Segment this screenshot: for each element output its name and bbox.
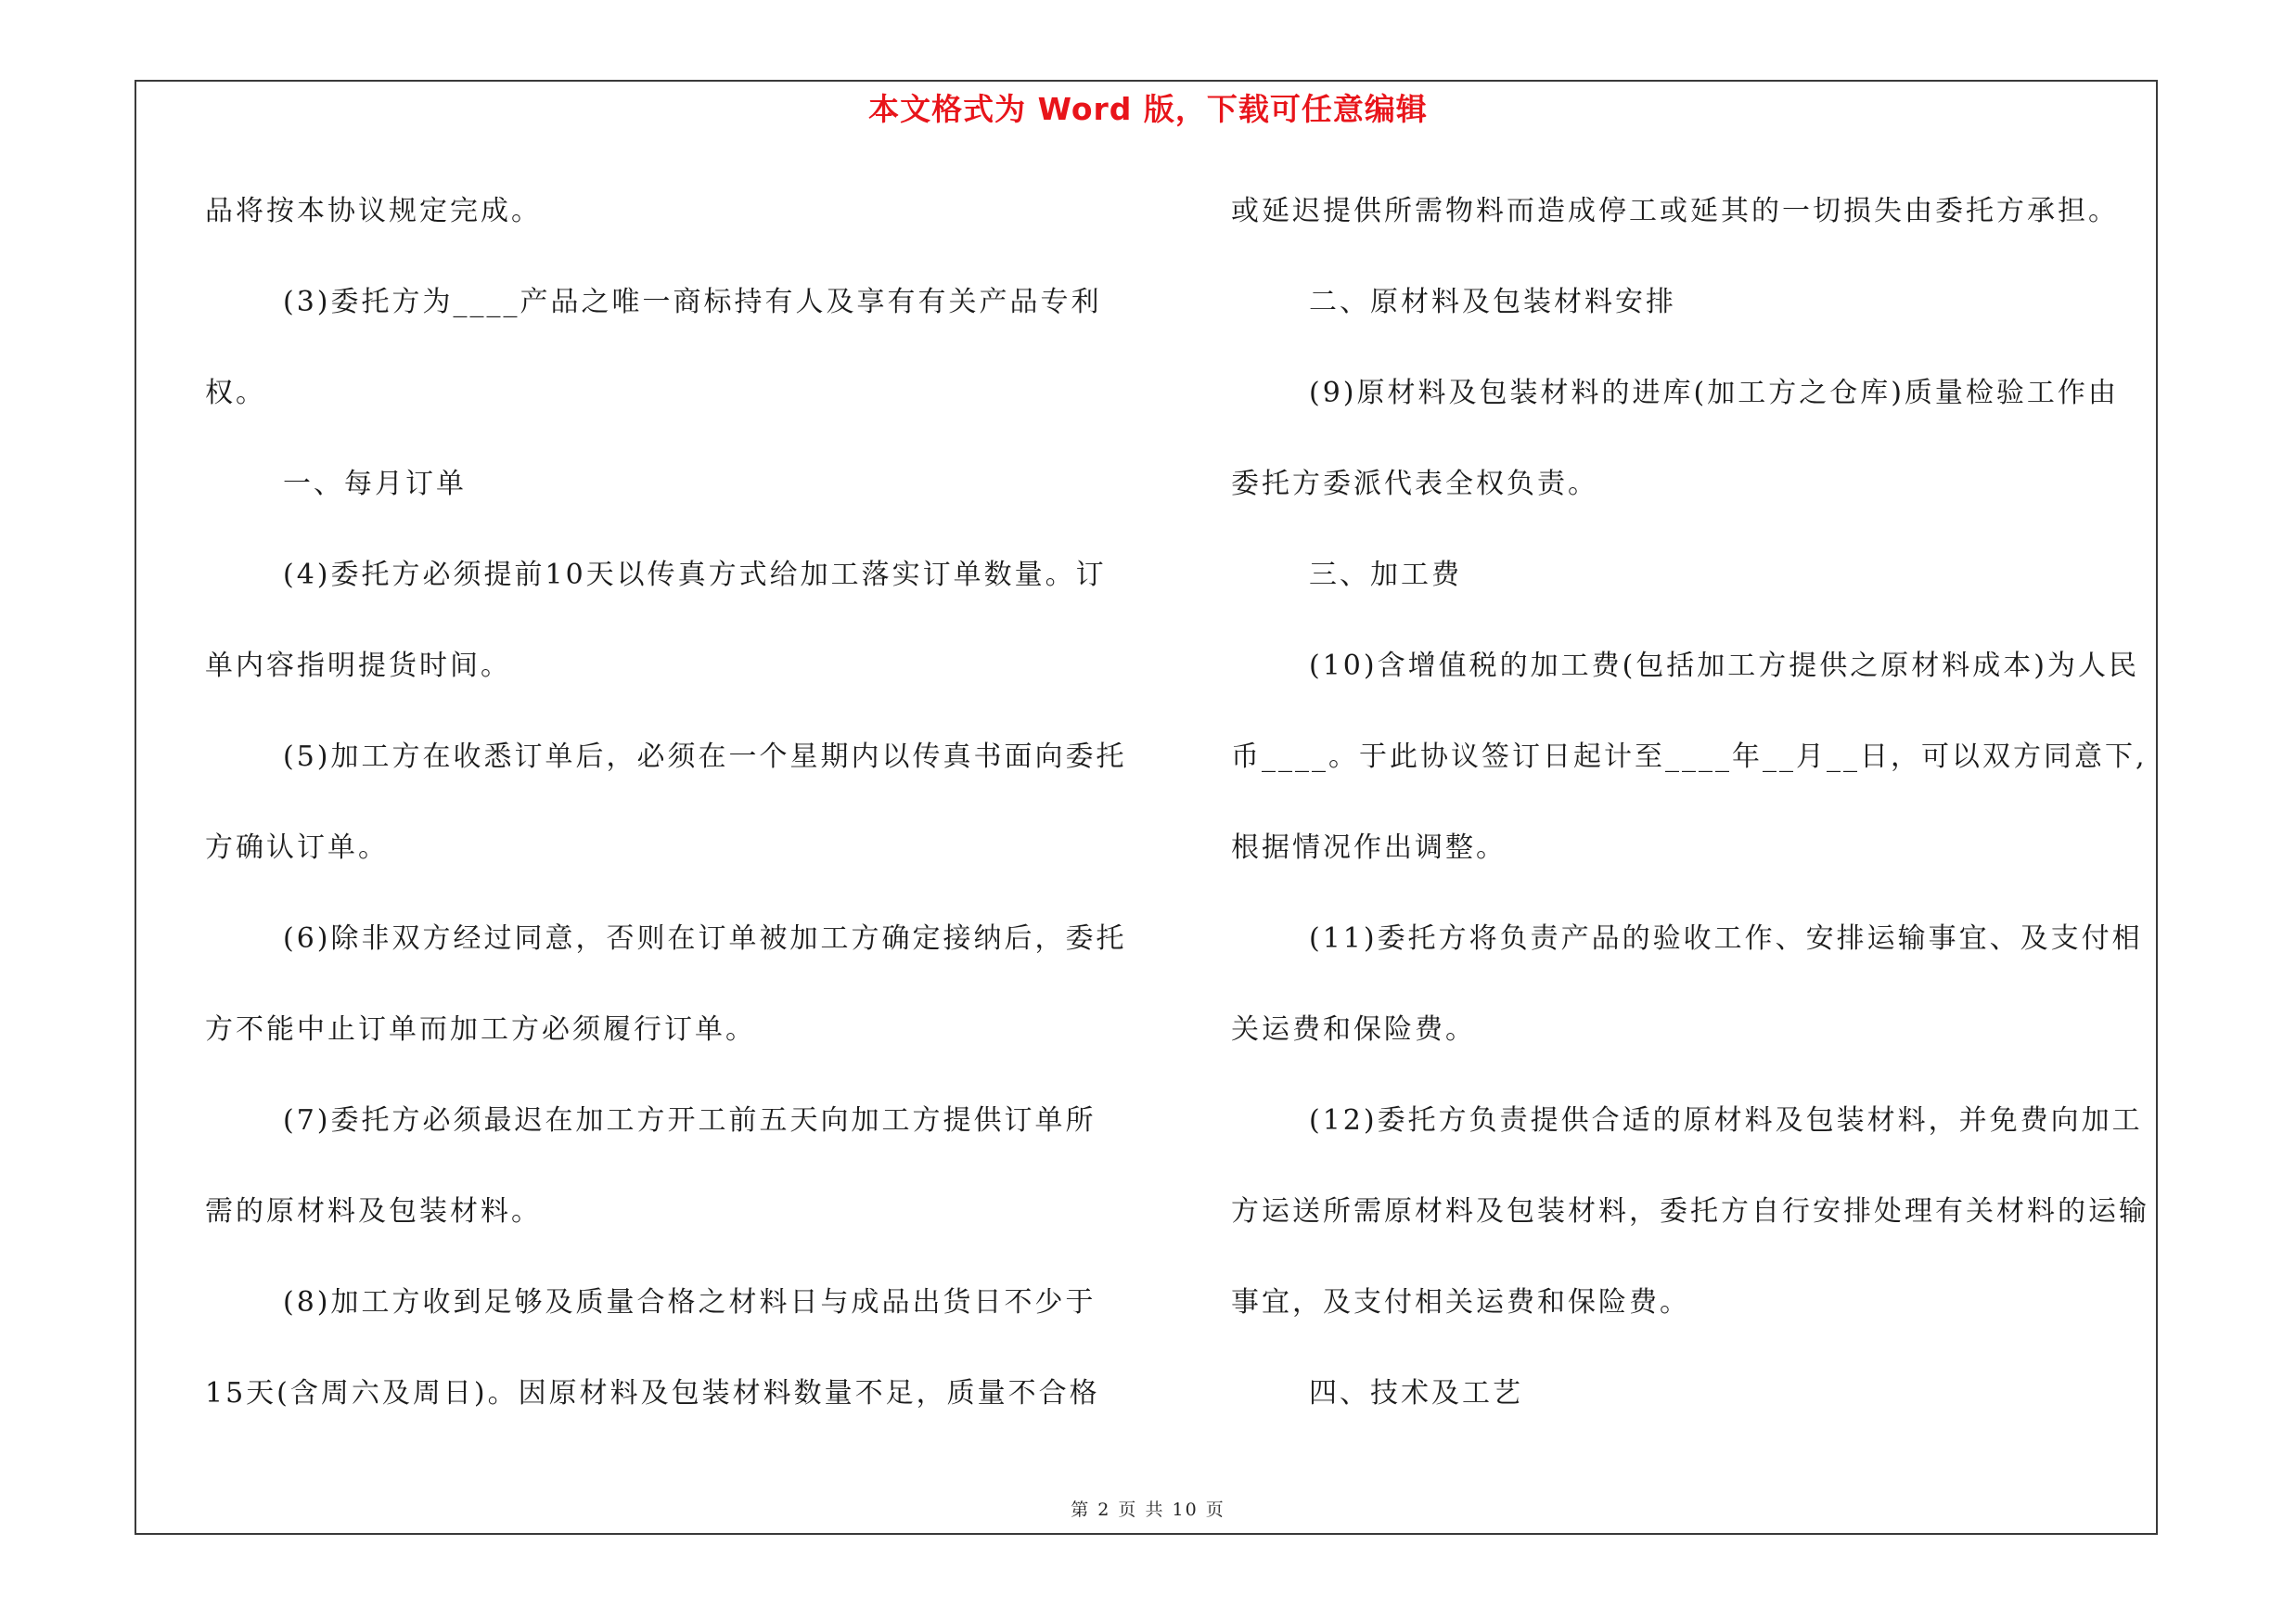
text-line: (12)委托方负责提供合适的原材料及包装材料，并免费向加工 — [1309, 1104, 2143, 1137]
text-line: (5)加工方在收悉订单后，必须在一个星期内以传真书面向委托 — [283, 741, 1127, 773]
text-line: 或延迟提供所需物料而造成停工或延其的一切损失由委托方承担。 — [1231, 195, 2119, 227]
text-line: (10)含增值税的加工费(包括加工方提供之原材料成本)为人民 — [1309, 650, 2139, 682]
text-line: 关运费和保险费。 — [1231, 1013, 1476, 1046]
text-line: (6)除非双方经过同意，否则在订单被加工方确定接纳后，委托 — [283, 922, 1127, 955]
text-line: 方运送所需原材料及包装材料，委托方自行安排处理有关材料的运输 — [1231, 1195, 2149, 1228]
text-line: (7)委托方必须最迟在加工方开工前五天向加工方提供订单所 — [283, 1104, 1097, 1137]
text-line: (3)委托方为____产品之唯一商标持有人及享有有关产品专利 — [283, 286, 1102, 318]
text-line: 需的原材料及包装材料。 — [205, 1195, 542, 1228]
text-line: 单内容指明提货时间。 — [205, 650, 511, 682]
text-line: 15天(含周六及周日)。因原材料及包装材料数量不足，质量不合格 — [205, 1377, 1100, 1410]
text-line: 品将按本协议规定完成。 — [205, 195, 542, 227]
text-line: 方不能中止订单而加工方必须履行订单。 — [205, 1013, 756, 1046]
section-heading: 二、原材料及包装材料安排 — [1309, 286, 1676, 318]
text-line: (11)委托方将负责产品的验收工作、安排运输事宜、及支付相 — [1309, 922, 2143, 955]
document-header-title: 本文格式为 Word 版，下载可任意编辑 — [868, 91, 1428, 127]
section-heading: 一、每月订单 — [283, 468, 467, 500]
text-line: (9)原材料及包装材料的进库(加工方之仓库)质量检验工作由 — [1309, 377, 2119, 409]
text-line: 委托方委派代表全权负责。 — [1231, 468, 1598, 500]
text-line: (4)委托方必须提前10天以传真方式给加工落实订单数量。订 — [283, 559, 1107, 591]
section-heading: 三、加工费 — [1309, 559, 1462, 591]
text-line: 权。 — [205, 377, 266, 409]
text-line: 币____。于此协议签订日起计至____年__月__日，可以双方同意下, — [1231, 741, 2148, 773]
section-heading: 四、技术及工艺 — [1309, 1377, 1523, 1410]
text-line: 根据情况作出调整。 — [1231, 831, 1507, 864]
text-line: 事宜，及支付相关运费和保险费。 — [1231, 1286, 1690, 1319]
text-line: (8)加工方收到足够及质量合格之材料日与成品出货日不少于 — [283, 1286, 1097, 1319]
text-line: 方确认订单。 — [205, 831, 389, 864]
page-number-footer: 第 2 页 共 10 页 — [1071, 1500, 1225, 1520]
